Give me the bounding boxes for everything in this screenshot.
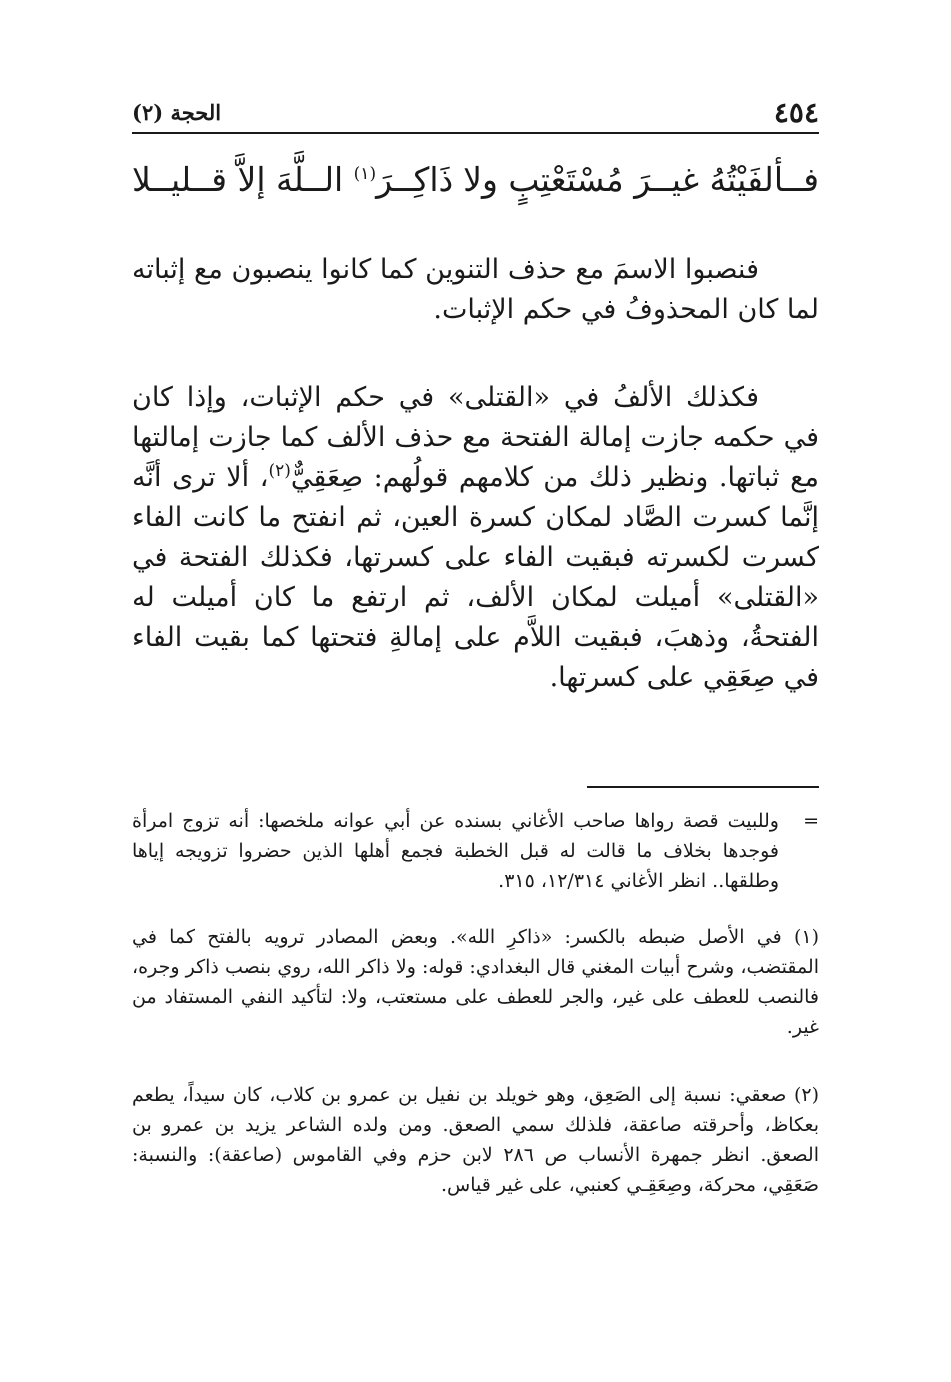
- footnote-ref-1: (١): [353, 164, 377, 184]
- footnote-ref-2: (٢): [268, 461, 291, 481]
- body-paragraph: فنصبوا الاسمَ مع حذف التنوين كما كانوا ينصبون مع إثباته لما كان المحذوفُ في حكم الإثبات.: [132, 254, 819, 325]
- footnote-number: (١): [793, 926, 819, 948]
- footnote-continuation: [132, 806, 819, 896]
- running-head: [132, 96, 819, 130]
- footnote-text: في الأصل ضبطه بالكسر: «ذاكرِ الله». وبعض المصادر ترويه بالفتح كما في المقتضب، وشرح أبيات المغني قال البغدادي: قوله: ولا ذاكر الله، روي بنصب ذاكر وجره، فالنصب للعطف على غير، والجر للعطف على مستعتب، ولا: لتأكيد النفي المستفاد من غير.: [132, 926, 819, 1038]
- footnote-number: (٢): [793, 1084, 819, 1106]
- footnote-text: صعقي: نسبة إلى الصَعِق، وهو خويلد بن نفيل بن عمرو بن كلاب، كان سيداً، يطعم بعكاظ، وأحرقته صاعقة، فلذلك سمي الصعق. ومن ولده الشاعر يزيد بن عمرو بن الصعق. انظر جمهرة الأنساب ص ٢٨٦ لابن حزم وفي القاموس (صاعقة): والنسبة: صَعَقِي، محركة، وصِعَقِـي كعنبي، على غير قياس.: [132, 1084, 819, 1196]
- footnote-2: [132, 1080, 819, 1200]
- poetry-verse: [132, 160, 819, 210]
- header-rule: [132, 132, 819, 134]
- body-text: فكذلك الألفُ في «القتلى» في حكم الإثبات، وإذا كان في حكمه جازت إمالة الفتحة مع حذف الألف كما جازت إمالتها مع ثباتها. ونظير ذلك من كلامهم قولُهم: صِعَقِيٌّ: [132, 382, 819, 493]
- verse-text: الــلَّهَ إلاَّ قــليــلا: [132, 160, 354, 199]
- section-title: الحجة (٢): [132, 100, 222, 125]
- verse-second-hemistich: [132, 160, 453, 199]
- body-paragraph: [132, 378, 819, 698]
- footnote-separator: [587, 786, 819, 788]
- body-text: ، ألا ترى أنَّه إنَّما كسرت الصَّاد لمكان كسرة العين، ثم انفتح ما كانت الفاء كسرت لكسرته فبقيت الفاء على كسرتها، فكذلك الفتحة في «القتلى» أميلت لمكان الألف، ثم ارتفع ما كان أميلت له الفتحةُ، وذهبَ، فبقيت اللاَّم على إمالةِ فتحتها كما بقيت الفاء في صِعَقِي على كسرتها.: [132, 462, 819, 693]
- verse-first-hemistich: فــألفَيْتُهُ غيــرَ مُسْتَعْتِبٍ ولا: [463, 160, 819, 199]
- page-number: ٤٥٤: [773, 96, 819, 129]
- footnote-text: وللبيت قصة رواها صاحب الأغاني بسنده عن أبي عوانه ملخصها: أنه تزوج امرأة فوجدها بخلاف ما قالت له قبل الخطبة فجمع أهلها الذين حضروا تزويجه إياها وطلقها.. انظر الأغاني ١٢/٣١٤، ٣١٥.: [132, 810, 779, 892]
- footnote-1: [132, 922, 819, 1042]
- continuation-marker: =: [803, 810, 819, 832]
- verse-text: ذَاكِــرَ: [376, 160, 454, 199]
